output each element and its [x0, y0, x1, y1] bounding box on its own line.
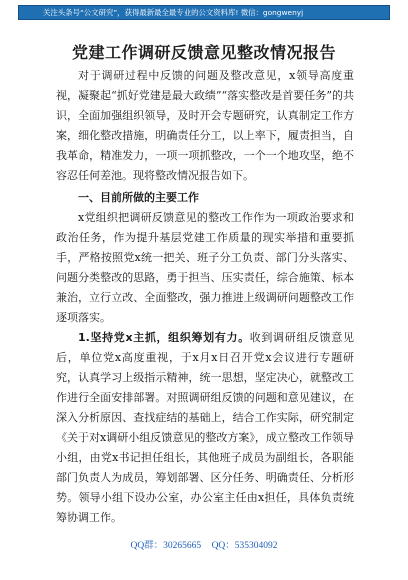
footer-qq-group: QQ群：30265665: [130, 541, 202, 551]
document-title: 党建工作调研反馈意见整改情况报告: [71, 43, 336, 62]
subsection-label: 1.坚持党x主抓，组织筹划有力。: [78, 331, 250, 344]
promo-banner: 关注头条号“公文研究”，获得最新最全最专业的公文资料库! 微信：gongwenyj: [18, 5, 390, 20]
section-heading: 一、目前所做的主要工作: [78, 191, 199, 204]
page-footer: [0, 537, 408, 551]
footer-qq: QQ：535304092: [211, 541, 278, 551]
subsection-text: 收到调研组反馈意见后，单位党x高度重视，于x月x日召开党x会议进行专题研究，认真学习上级指示精神，统一思想，坚定决心，就整改工作进行全面安排部署。对照调研组反馈的问题和意见建议，在深入分析原因、查找症结的基础上，结合工作实际，研究制定《关于对x调研小组反馈意见的整改方案》，成立整改工作领导小组，由党x书记担任组长，其他班子成员为副组长，各职能部门负责人为成员，筹划部署、区分任务、明确责任、分析形势。领导小组下设办公室，办公室主任由x担任，具体负责统筹协调工作。: [56, 331, 354, 524]
subsection-paragraph: [56, 328, 354, 528]
section-paragraph: x党组织把调研反馈意见的整改工作作为一项政治要求和政治任务，作为提升基层党建工作质量的现实举措和重要抓手，严格按照党x统一把关、班子分工负责、部门分头落实、问题分类整改的思路，勇于担当、压实责任，综合施策、标本兼治，立行立改、全面整改，强力推进上级调研问题整改工作逐项落实。: [56, 211, 354, 324]
intro-paragraph: 对于调研过程中反馈的问题及整改意见，x领导高度重视，凝聚起“抓好党建是最大政绩”“落实整改是首要任务”的共识，全面加强组织领导，及时开会专题研究，认真制定工作方案，细化整改措施，明确责任分工，以上率下，履责担当，自我革命，精准发力，一项一项抓整改，一个一个地攻坚，绝不容忍任何差池。现将整改情况报告如下。: [56, 69, 354, 182]
document-body: [56, 66, 354, 528]
